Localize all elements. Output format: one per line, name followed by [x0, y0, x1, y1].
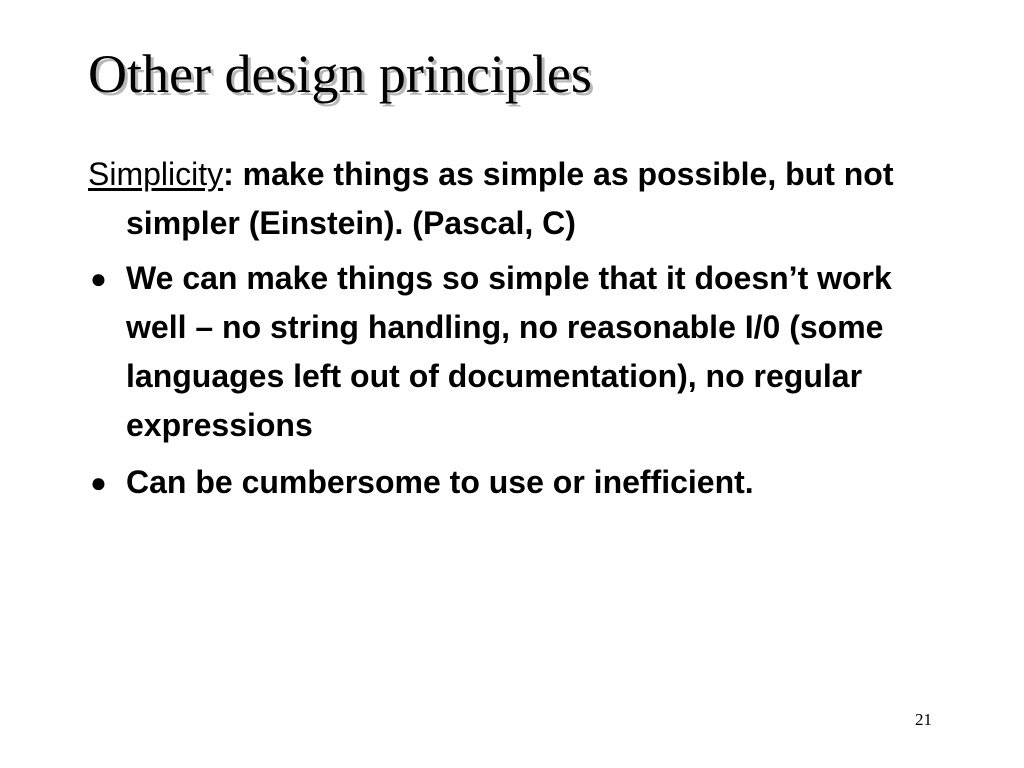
intro-term: Simplicity [88, 156, 224, 192]
slide-title: Other design principles [88, 44, 592, 104]
bullet-text: Can be cumbersome to use or inefficient. [126, 464, 754, 500]
intro-text: : make things as simple as possible, but not simpler (Einstein). (Pascal, C) [126, 156, 894, 241]
bullet-icon: ● [90, 263, 107, 294]
bullet-item [88, 254, 948, 450]
bullet-icon: ● [90, 467, 107, 498]
slide-body [88, 150, 948, 507]
bullet-item [88, 458, 948, 507]
intro-paragraph [88, 150, 948, 248]
page-number: 21 [915, 710, 932, 729]
bullet-text: We can make things so simple that it doesn’t work well – no string handling, no reasonable I/0 (some languages left out of documentation), no regular expressions [126, 260, 892, 443]
